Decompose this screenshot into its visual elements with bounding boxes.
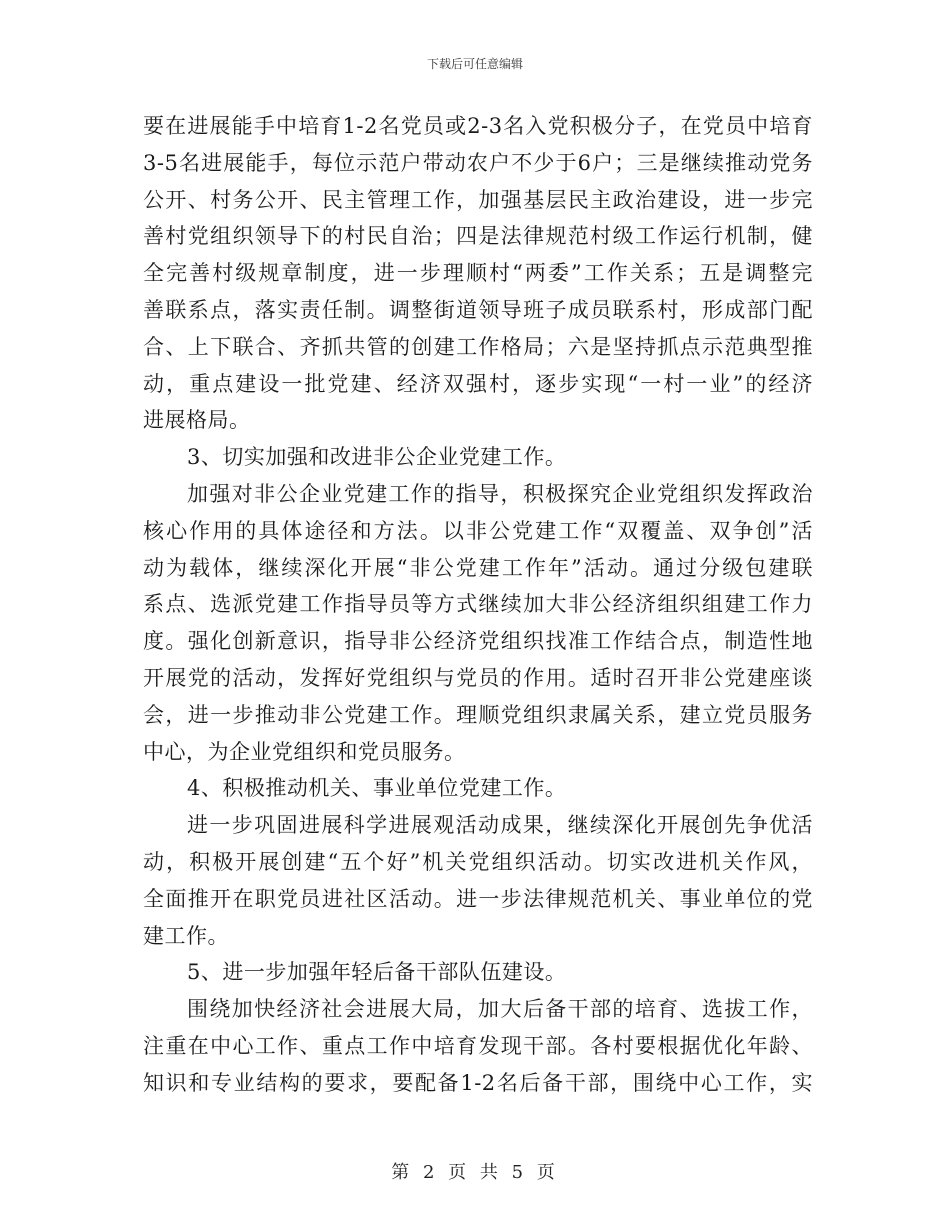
text-line: 中心，为企业党组织和党员服务。 bbox=[143, 739, 466, 764]
text-line: 动为载体，继续深化开展“非公党建工作年”活动。通过分级包建联 bbox=[143, 555, 813, 580]
text-line: 进展格局。 bbox=[143, 408, 251, 433]
text-line: 3-5名进展能手，每位示范户带动农户不少于6户；三是继续推动党务 bbox=[143, 150, 813, 175]
text-line: 加强对非公企业党建工作的指导，积极探究企业党组织发挥政治 bbox=[187, 481, 813, 506]
document-body bbox=[143, 108, 813, 1102]
text-line: 合、上下联合、齐抓共管的创建工作格局；六是坚持抓点示范典型推 bbox=[143, 334, 813, 359]
text-line: 注重在中心工作、重点工作中培育发现干部。各村要根据优化年龄、 bbox=[143, 1033, 813, 1058]
section-heading: 5、进一步加强年轻后备干部队伍建设。 bbox=[187, 960, 567, 985]
text-line: 建工作。 bbox=[143, 923, 229, 948]
text-line: 善联系点，落实责任制。调整街道领导班子成员联系村，形成部门配 bbox=[143, 297, 813, 322]
section-heading: 4、积极推动机关、事业单位党建工作。 bbox=[187, 776, 567, 801]
text-line: 围绕加快经济社会进展大局，加大后备干部的培育、选拔工作， bbox=[187, 997, 813, 1022]
text-line: 度。强化创新意识，指导非公经济党组织找准工作结合点，制造性地 bbox=[143, 629, 813, 654]
page-header: 下载后可任意编辑 bbox=[426, 57, 523, 71]
text-line: 公开、村务公开、民主管理工作，加强基层民主政治建设，进一步完 bbox=[143, 187, 813, 212]
text-line: 动，重点建设一批党建、经济双强村，逐步实现“一村一业”的经济 bbox=[143, 371, 813, 396]
text-line: 动，积极开展创建“五个好”机关党组织活动。切实改进机关作风， bbox=[143, 849, 813, 874]
text-line: 核心作用的具体途径和方法。以非公党建工作“双覆盖、双争创”活 bbox=[143, 518, 813, 543]
text-line: 进一步巩固进展科学进展观活动成果，继续深化开展创先争优活 bbox=[187, 813, 813, 838]
page-footer: 第 2 页 共 5 页 bbox=[391, 1162, 559, 1183]
text-line: 要在进展能手中培育1-2名党员或2-3名入党积极分子，在党员中培育 bbox=[143, 114, 813, 138]
text-line: 全完善村级规章制度，进一步理顺村“两委”工作关系；五是调整完 bbox=[143, 261, 813, 286]
text-line: 全面推开在职党员进社区活动。进一步法律规范机关、事业单位的党 bbox=[143, 886, 813, 911]
text-line: 知识和专业结构的要求，要配备1-2名后备干部，围绕中心工作，实 bbox=[143, 1070, 813, 1095]
text-line: 系点、选派党建工作指导员等方式继续加大非公经济组织组建工作力 bbox=[143, 592, 813, 617]
text-line: 善村党组织领导下的村民自治；四是法律规范村级工作运行机制，健 bbox=[143, 224, 813, 249]
text-line: 开展党的活动，发挥好党组织与党员的作用。适时召开非公党建座谈 bbox=[143, 665, 813, 690]
text-line: 会，进一步推动非公党建工作。理顺党组织隶属关系，建立党员服务 bbox=[143, 702, 813, 727]
section-heading: 3、切实加强和改进非公企业党建工作。 bbox=[187, 445, 567, 470]
